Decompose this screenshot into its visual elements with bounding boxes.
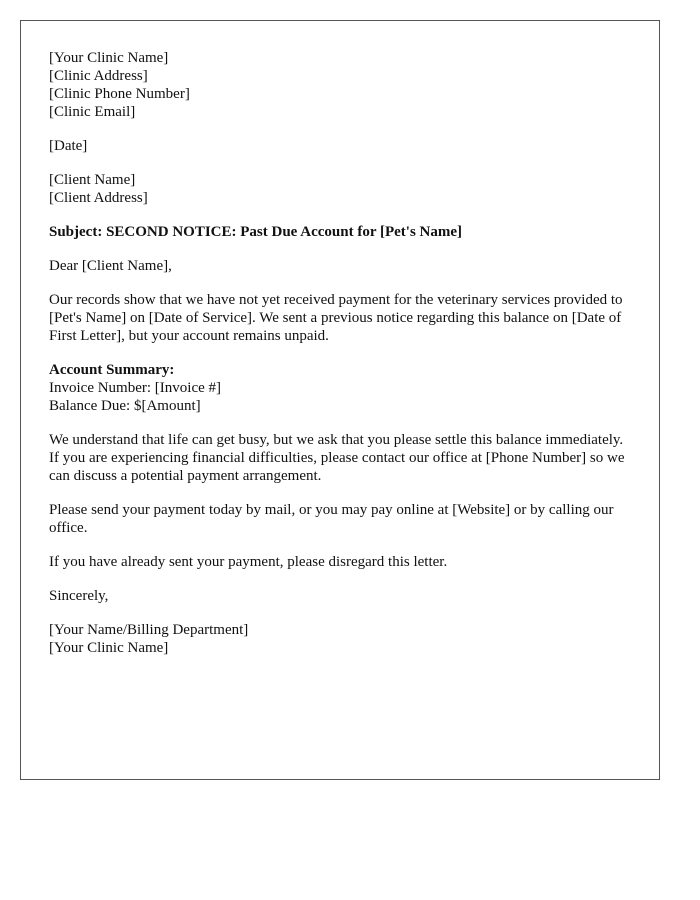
sender-clinic-name: [Your Clinic Name] [49,50,169,66]
intro-paragraph: Our records show that we have not yet received payment for the veterinary services provided to [Pet's Name] on [Date of Service]. We sent a previous notice regarding this balance on [Date of First Letter], but your account remains unpaid. [49,292,623,344]
date-block [49,137,631,155]
invoice-number-line: Invoice Number: [Invoice #] [49,380,222,396]
closing [49,587,631,605]
balance-due-line: Balance Due: $[Amount] [49,398,201,414]
signature-name: [Your Name/Billing Department] [49,622,249,638]
sender-clinic-address: [Clinic Address] [49,68,148,84]
signature-clinic: [Your Clinic Name] [49,640,169,656]
signature-block [49,621,631,657]
salutation-text: Dear [Client Name], [49,258,172,274]
recipient-client-address: [Client Address] [49,190,148,206]
account-summary [49,361,631,415]
sender-block [49,49,631,121]
salutation [49,257,631,275]
letter-date: [Date] [49,138,88,154]
disregard-paragraph: If you have already sent your payment, please disregard this letter. [49,554,448,570]
account-summary-heading: Account Summary: [49,362,175,378]
recipient-client-name: [Client Name] [49,172,136,188]
sender-clinic-phone: [Clinic Phone Number] [49,86,190,102]
subject-text: Subject: SECOND NOTICE: Past Due Account for [Pet's Name] [49,224,463,240]
payment-paragraph: Please send your payment today by mail, or you may pay online at [Website] or by calling our office. [49,502,614,536]
closing-text: Sincerely, [49,588,109,604]
sender-clinic-email: [Clinic Email] [49,104,136,120]
request-paragraph: We understand that life can get busy, but we ask that you please settle this balance immediately. If you are experiencing financial difficulties, please contact our office at [Phone Number] so we can discuss a potential payment arrangement. [49,432,625,484]
letter-page [20,20,660,780]
recipient-block [49,171,631,207]
subject-line [49,223,631,241]
